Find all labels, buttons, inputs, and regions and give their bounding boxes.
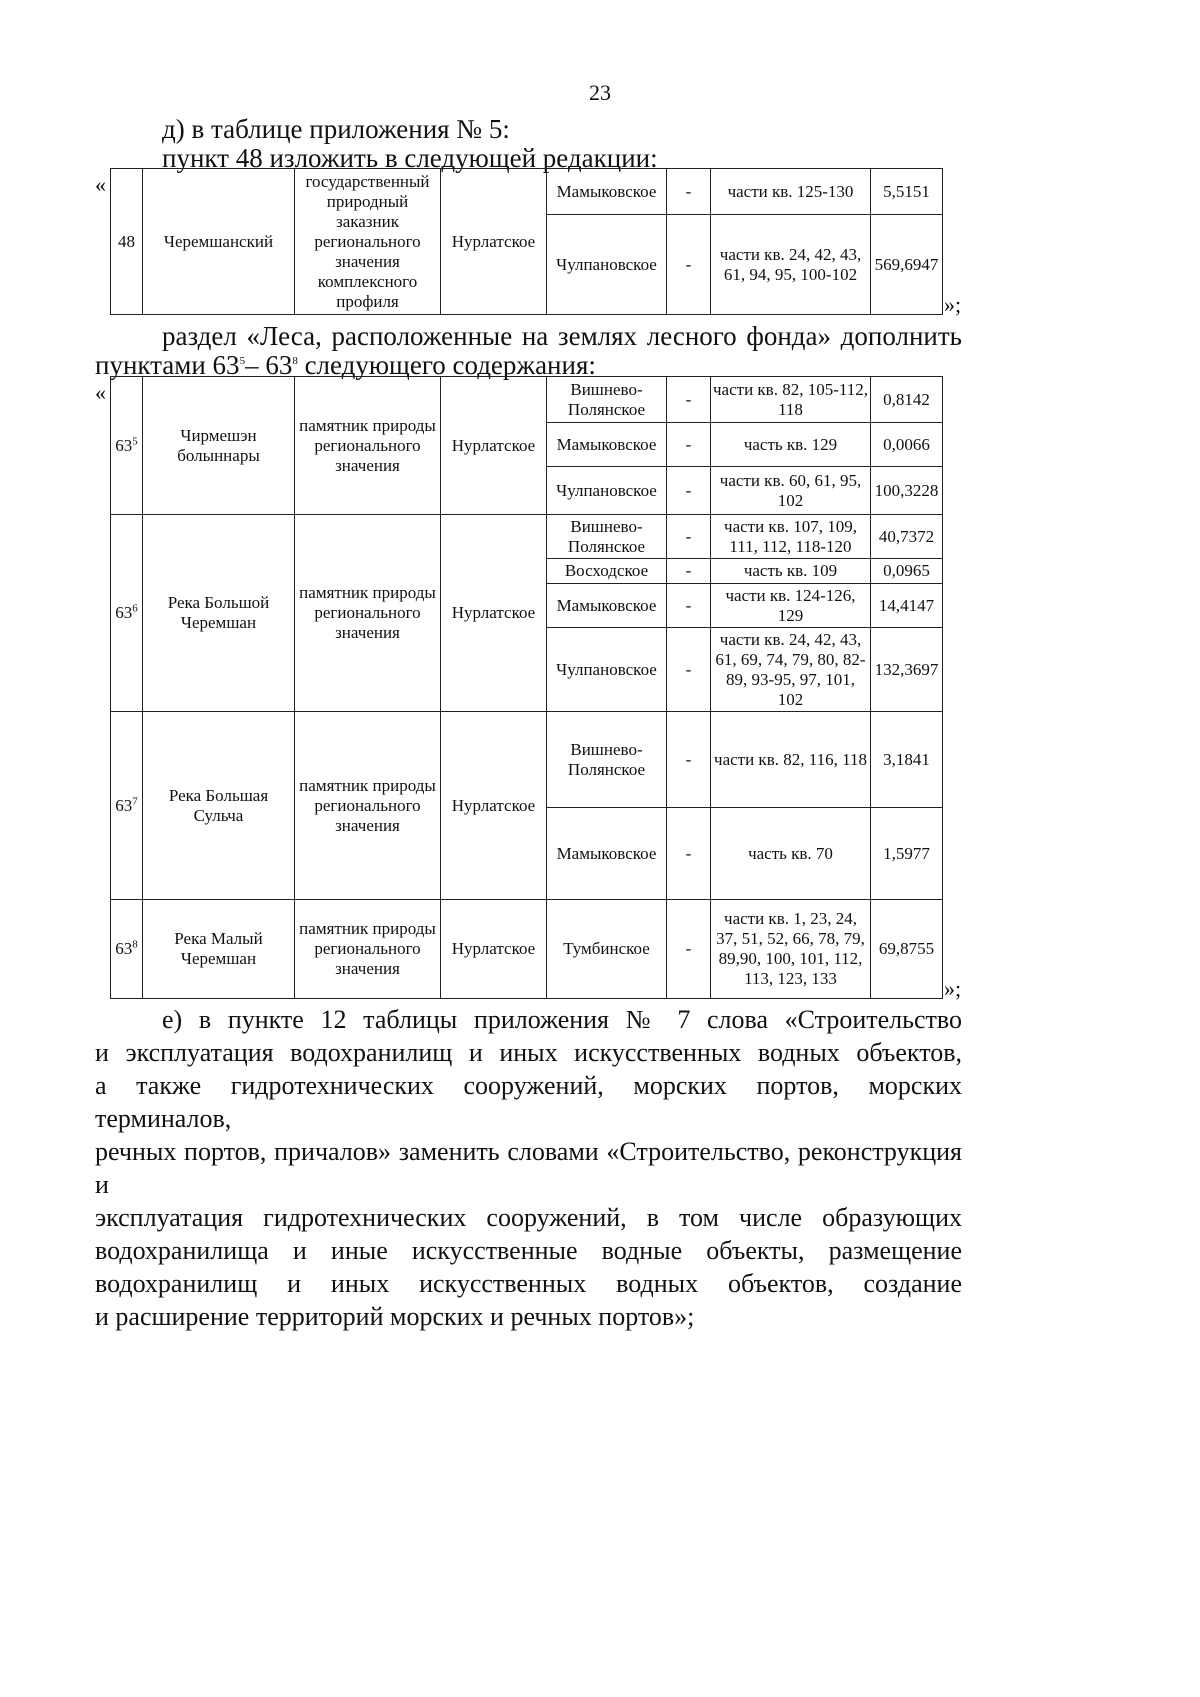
table1-category: государственный природный заказник регионального значения комплексного профиля xyxy=(295,169,441,315)
section-e-line: водохранилищ и иных искусственных водных объектов, создание xyxy=(95,1269,962,1298)
table2-category: памятник природы регионального значения xyxy=(295,377,441,515)
table2-quarters: части кв. 82, 116, 118 xyxy=(711,712,871,808)
table2-num: $63^8$ xyxy=(111,900,143,999)
section-e-line: и расширение территорий морских и речных портов»; xyxy=(95,1302,695,1331)
table2-area: 14,4147 xyxy=(871,584,943,628)
table1-name: Черемшанский xyxy=(143,169,295,315)
table1-quarters: части кв. 125-130 xyxy=(711,169,871,215)
table2-dash: - xyxy=(667,712,711,808)
table2-quarters: часть кв. 109 xyxy=(711,559,871,584)
table2-subforestry: Вишнево-Полянское xyxy=(547,712,667,808)
table2-num: $63^6$ xyxy=(111,515,143,712)
table-item-48 xyxy=(110,168,943,315)
table2-quarters: часть кв. 129 xyxy=(711,423,871,467)
table2-quarters: части кв. 24, 42, 43, 61, 69, 74, 79, 80, 82-89, 93-95, 97, 101, 102 xyxy=(711,628,871,712)
close-quote-1: »; xyxy=(944,292,962,317)
table2-dash: - xyxy=(667,377,711,423)
table1-dash: - xyxy=(667,169,711,215)
page-number: 23 xyxy=(589,80,611,105)
table2-area: 0,0066 xyxy=(871,423,943,467)
section-e-paragraph xyxy=(95,1003,962,1333)
section-e-line: е) в пункте 12 таблицы приложения № 7 слова «Строительство xyxy=(162,1005,962,1034)
table2-num: $63^5$ xyxy=(111,377,143,515)
table2-quarters: части кв. 60, 61, 95, 102 xyxy=(711,467,871,515)
table2-quarters: части кв. 82, 105-112, 118 xyxy=(711,377,871,423)
table-items-63 xyxy=(110,376,943,999)
table2-dash: - xyxy=(667,808,711,900)
section-e-line: эксплуатация гидротехнических сооружений, в том числе образующих xyxy=(95,1203,962,1232)
table1-num: 48 xyxy=(111,169,143,315)
table2-area: 0,8142 xyxy=(871,377,943,423)
section-e-line: а также гидротехнических сооружений, морских портов, морских терминалов, xyxy=(95,1071,962,1133)
table2-category: памятник природы регионального значения xyxy=(295,712,441,900)
section-d-line1: д) в таблице приложения № 5: xyxy=(162,114,510,144)
table2-dash: - xyxy=(667,628,711,712)
table2-subforestry: Мамыковское xyxy=(547,808,667,900)
table2-forestry: Нурлатское xyxy=(441,377,547,515)
section-mid-line2: пунктами $63^5-$ $63^8$ следующего содержания: xyxy=(95,350,596,380)
table2-dash: - xyxy=(667,467,711,515)
table2-name: Река Большой Черемшан xyxy=(143,515,295,712)
table2-subforestry: Мамыковское xyxy=(547,423,667,467)
table2-subforestry: Чулпановское xyxy=(547,628,667,712)
section-e-line: и эксплуатация водохранилищ и иных искусственных водных объектов, xyxy=(95,1038,962,1067)
section-d-line2: пункт 48 изложить в следующей редакции: xyxy=(162,143,658,173)
open-quote-1: « xyxy=(95,172,106,197)
table2-forestry: Нурлатское xyxy=(441,515,547,712)
table2-num: $63^7$ xyxy=(111,712,143,900)
table2-subforestry: Тумбинское xyxy=(547,900,667,999)
table2-dash: - xyxy=(667,900,711,999)
table2-subforestry: Вишнево-Полянское xyxy=(547,377,667,423)
table1-area: 569,6947 xyxy=(871,215,943,315)
table1-forestry: Нурлатское xyxy=(441,169,547,315)
table1-area: 5,5151 xyxy=(871,169,943,215)
table2-dash: - xyxy=(667,423,711,467)
table2-dash: - xyxy=(667,584,711,628)
section-mid-line1: раздел «Леса, расположенные на землях лесного фонда» дополнить xyxy=(162,321,962,351)
table2-name: Река Большая Сульча xyxy=(143,712,295,900)
table1-dash: - xyxy=(667,215,711,315)
section-e-line: речных портов, причалов» заменить словами «Строительство, реконструкция и xyxy=(95,1137,962,1199)
table2-area: 3,1841 xyxy=(871,712,943,808)
table2-name: Чирмешэн болыннары xyxy=(143,377,295,515)
table2-quarters: части кв. 1, 23, 24, 37, 51, 52, 66, 78, 79, 89,90, 100, 101, 112, 113, 123, 133 xyxy=(711,900,871,999)
table2-area: 1,5977 xyxy=(871,808,943,900)
table1-subforestry: Чулпановское xyxy=(547,215,667,315)
table1-subforestry: Мамыковское xyxy=(547,169,667,215)
table2-forestry: Нурлатское xyxy=(441,900,547,999)
table2-quarters: части кв. 124-126, 129 xyxy=(711,584,871,628)
table2-area: 69,8755 xyxy=(871,900,943,999)
table1-quarters: части кв. 24, 42, 43, 61, 94, 95, 100-102 xyxy=(711,215,871,315)
open-quote-2: « xyxy=(95,380,106,405)
table2-quarters: части кв. 107, 109, 111, 112, 118-120 xyxy=(711,515,871,559)
table2-subforestry: Мамыковское xyxy=(547,584,667,628)
section-e-line: водохранилища и иные искусственные водные объекты, размещение xyxy=(95,1236,962,1265)
table2-subforestry: Чулпановское xyxy=(547,467,667,515)
table2-area: 100,3228 xyxy=(871,467,943,515)
table2-area: 40,7372 xyxy=(871,515,943,559)
table2-dash: - xyxy=(667,515,711,559)
table2-subforestry: Вишнево-Полянское xyxy=(547,515,667,559)
table2-subforestry: Восходское xyxy=(547,559,667,584)
table2-area: 132,3697 xyxy=(871,628,943,712)
table2-area: 0,0965 xyxy=(871,559,943,584)
table2-name: Река Малый Черемшан xyxy=(143,900,295,999)
close-quote-2: »; xyxy=(944,976,962,1001)
table2-quarters: часть кв. 70 xyxy=(711,808,871,900)
table2-category: памятник природы регионального значения xyxy=(295,900,441,999)
table2-dash: - xyxy=(667,559,711,584)
table2-forestry: Нурлатское xyxy=(441,712,547,900)
table2-category: памятник природы регионального значения xyxy=(295,515,441,712)
